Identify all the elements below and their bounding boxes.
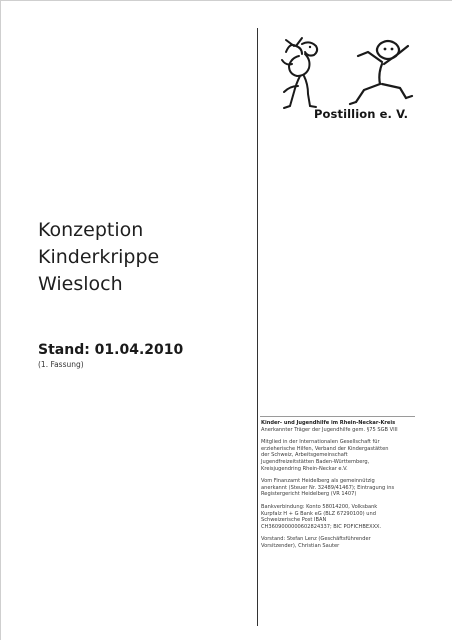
- title-line-2: Kinderkrippe: [38, 246, 160, 268]
- logo-text: Postillion e. V.: [314, 107, 409, 121]
- info-line: CH3609000000602824337; BIC POFICHBEXXX.: [261, 523, 382, 530]
- info-line: anerkannt (Steuer Nr. 32489/41467); Eintragung ins: [261, 484, 395, 491]
- info-block-organization: [261, 420, 418, 433]
- document-title: [38, 217, 159, 298]
- title-line-1: Konzeption: [38, 219, 144, 241]
- info-block-bank: [261, 504, 418, 530]
- info-line: Schweizerische Post IBAN: [261, 517, 327, 524]
- info-line: Anerkannter Träger der Jugendhilfe gem. §75 SGB VIII: [261, 426, 398, 433]
- info-line: Vorstand: Stefan Lenz (Geschäftsführender: [261, 536, 371, 543]
- info-line: Kreisjugendring Rhein-Neckar e.V.: [261, 465, 348, 472]
- page-border-left: [0, 0, 1, 640]
- info-line: Bankverbindung: Konto 58014200, Volksbank: [261, 503, 378, 510]
- info-block-membership: [261, 439, 418, 472]
- info-line: Vom Finanzamt Heidelberg als gemeinnützig: [261, 478, 375, 485]
- stand-date: Stand: 01.04.2010: [38, 342, 184, 358]
- info-line: Jugendfreizeitstätten Baden-Württemberg,: [261, 458, 370, 465]
- info-line: Kurpfalz H + G Bank eG (BLZ 67290100) und: [261, 510, 376, 517]
- version-note: (1. Fassung): [38, 360, 84, 369]
- info-divider: [260, 416, 415, 417]
- postillion-logo: [272, 34, 422, 126]
- title-line-3: Wiesloch: [38, 273, 123, 295]
- info-line: Registergericht Heidelberg (VR 1407): [261, 491, 357, 498]
- page-border-top: [0, 0, 452, 1]
- info-line: der Schweiz, Arbeitsgemeinschaft: [261, 452, 348, 459]
- info-line: Kinder- und Jugendhilfe im Rhein-Neckar-Kreis: [261, 420, 396, 426]
- info-block-tax: [261, 478, 418, 498]
- info-line: Vorsitzender), Christian Sauter: [261, 542, 340, 549]
- info-line: Mitglied in der Internationalen Gesellschaft für: [261, 439, 380, 446]
- organization-info: [258, 416, 418, 556]
- info-block-board: [261, 536, 418, 549]
- info-line: erzieherische Hilfen, Verband der Kindergastätten: [261, 445, 389, 452]
